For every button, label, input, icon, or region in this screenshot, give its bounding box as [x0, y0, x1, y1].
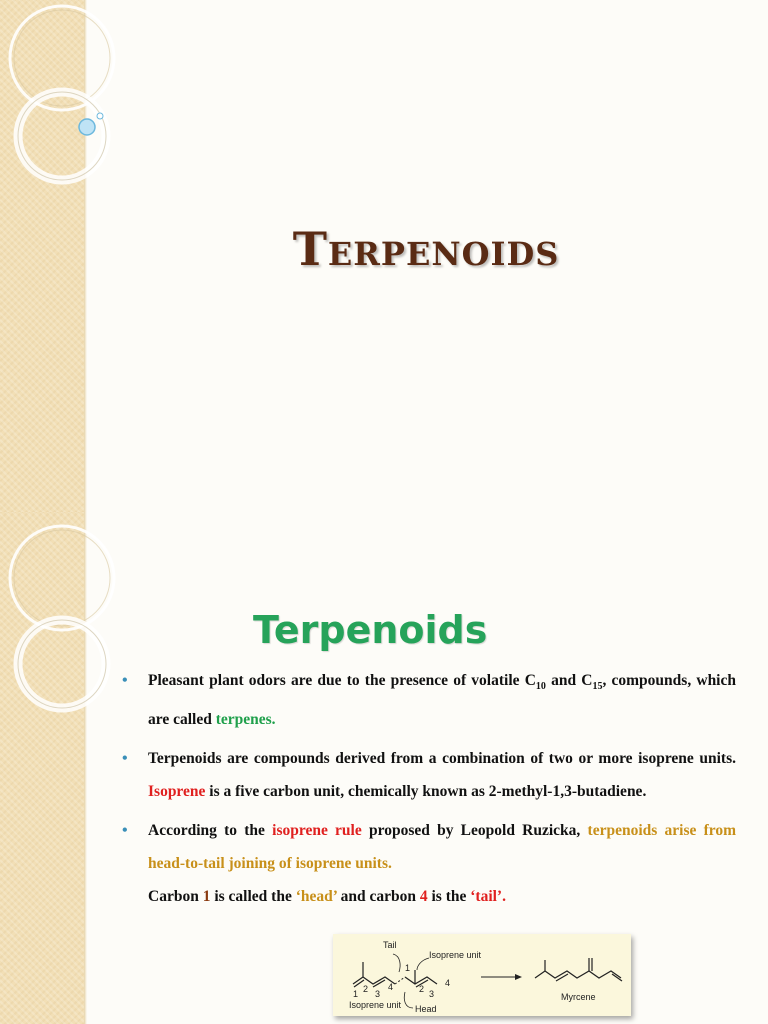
- content-slide: [0, 512, 768, 1024]
- myrcene-label: Myrcene: [561, 992, 596, 1002]
- head-label: Head: [415, 1004, 437, 1014]
- atom-number: 1: [353, 989, 359, 999]
- isoprene-unit-label-bottom: Isoprene unit: [349, 1000, 402, 1010]
- myrcene-structure: [535, 958, 622, 981]
- bullet-dot-icon: •: [122, 750, 128, 768]
- terpenes-highlight: terpenes.: [215, 711, 276, 729]
- ring-large: [10, 526, 114, 630]
- decorative-rings: [0, 512, 120, 732]
- atom-number: 2: [419, 984, 425, 994]
- tail-pointer: [393, 954, 400, 972]
- bullet-list: [122, 664, 736, 913]
- head-tail-bond: [395, 977, 405, 984]
- isoprene-highlight: Isoprene: [148, 783, 206, 801]
- ring-thick-outline: [18, 620, 106, 708]
- bullet-item: • Terpenoids are compounds derived from a combination of two or more isoprene units. Isoprene is a five carbon unit, chemically known as 2-methyl-1,3-butadiene.: [122, 742, 736, 808]
- unit-pointer: [417, 958, 429, 970]
- atom-number: 2: [363, 984, 369, 994]
- bubble-large: [79, 119, 95, 135]
- isoprene-unit-label-top: Isoprene unit: [429, 950, 482, 960]
- atom-number: 3: [429, 989, 435, 999]
- atom-number: 3: [375, 989, 381, 999]
- ring-thick-outline: [18, 92, 106, 180]
- tail-label: Tail: [383, 940, 397, 950]
- carbon-definition-line: Carbon 1 is called the ‘head’ and carbon 4 is the ‘tail’.: [148, 888, 506, 906]
- head-pointer: [404, 992, 413, 1008]
- arrow-head-icon: [515, 974, 522, 980]
- atom-number: 1: [405, 963, 411, 973]
- bullet-item: • According to the isoprene rule proposed by Leopold Ruzicka, terpenoids arise from head-to-tail joining of isoprene units.: [122, 814, 736, 880]
- bullet-dot-icon: •: [122, 822, 128, 840]
- ring-large-inner: [14, 530, 110, 626]
- slide-title: Terpenoids: [292, 222, 560, 276]
- atom-number: 4: [388, 982, 394, 992]
- slide-heading: Terpenoids: [253, 608, 488, 652]
- bubble-small: [97, 113, 103, 119]
- head-to-tail-highlight: terpenoids arise from head-to-tail joining of isoprene units.: [148, 822, 737, 873]
- structure-diagram: [333, 934, 631, 1016]
- isoprene-rule-highlight: isoprene rule: [272, 822, 362, 840]
- bullet-dot-icon: •: [122, 672, 128, 689]
- isoprene-myrcene-figure: [333, 934, 631, 1016]
- decorative-rings: [0, 0, 120, 220]
- atom-number: 4: [445, 978, 451, 988]
- bullet-item: • Pleasant plant odors are due to the presence of volatile $C_{10}$ and $C_{15}$, compounds, which are called terpenes.: [122, 664, 736, 736]
